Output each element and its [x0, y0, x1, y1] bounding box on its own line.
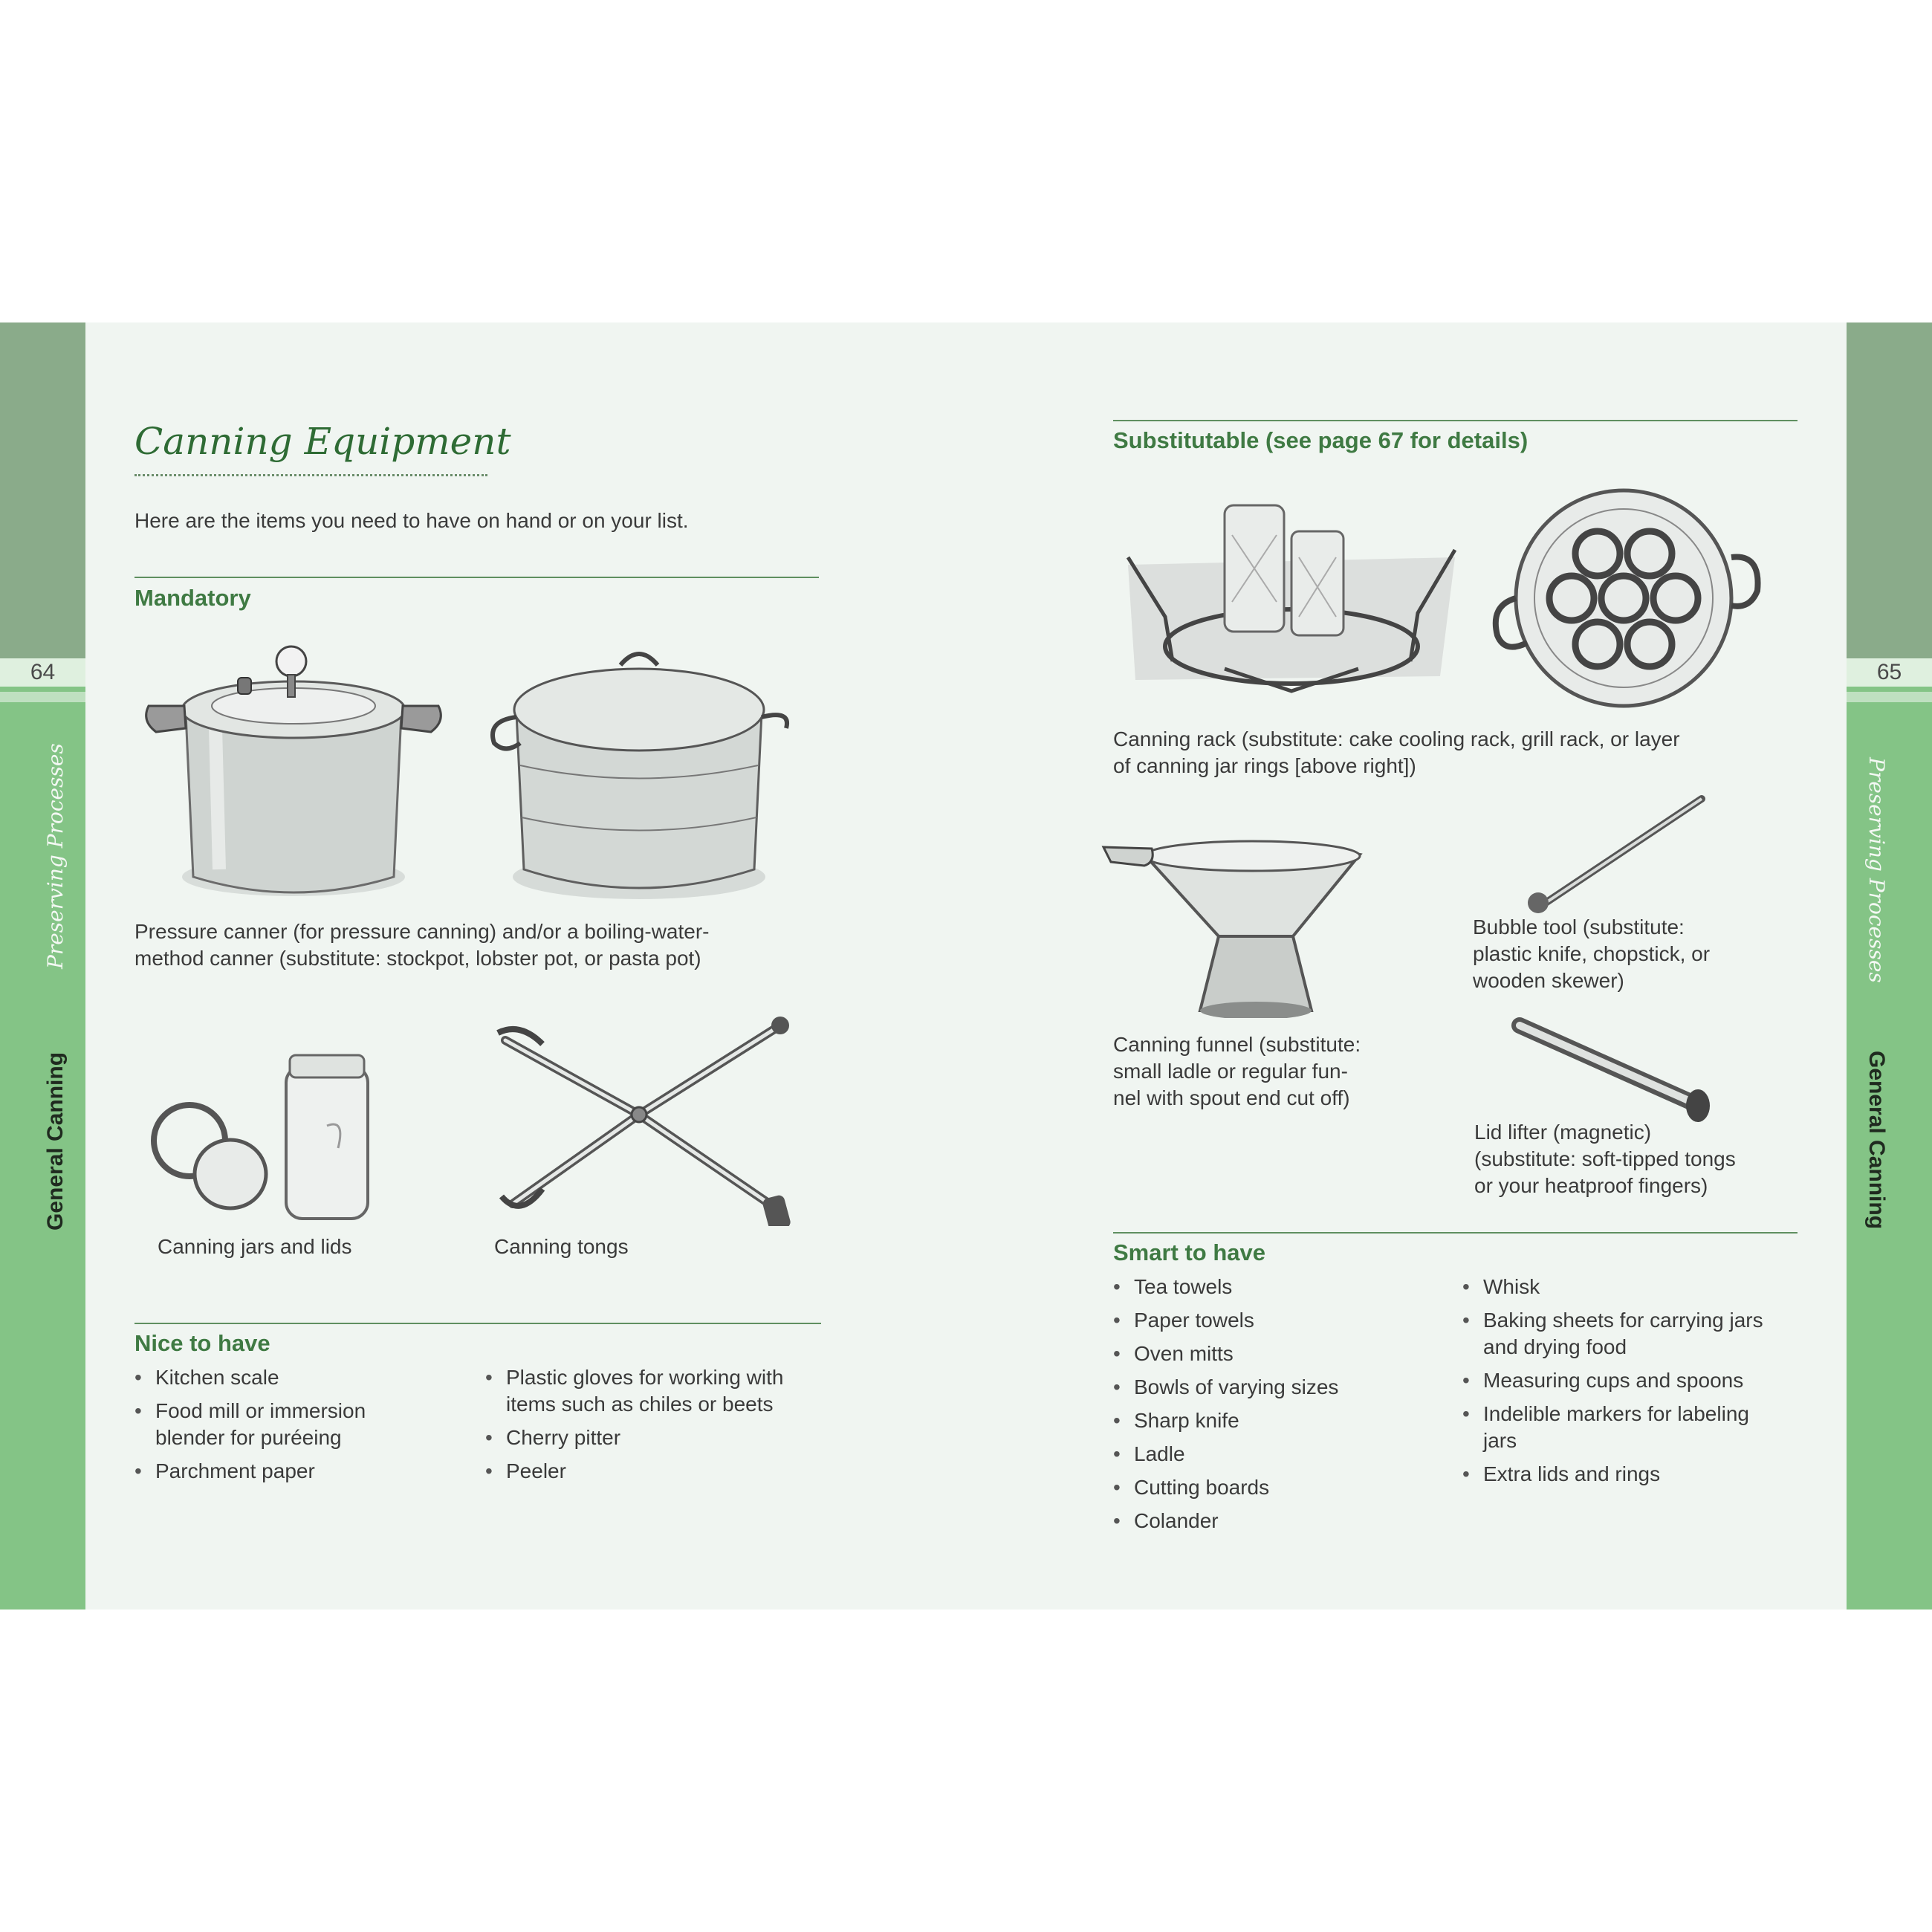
tongs-caption: Canning tongs: [494, 1235, 629, 1258]
bubble-caption-line-3: wooden skewer): [1473, 969, 1624, 992]
nice-list-col2: [485, 1364, 820, 1491]
list-item: • Indelible markers for labeling jars: [1462, 1401, 1782, 1454]
right-section-label: Preserving Processes: [1864, 757, 1889, 983]
right-chapter-tab: [1847, 322, 1932, 1610]
mandatory-rule: [134, 577, 819, 578]
left-chapter-tab: [0, 322, 85, 1610]
pressure-canner-illustration: [134, 632, 453, 907]
list-item: • Food mill or immersion blender for puréeing: [134, 1398, 424, 1451]
canning-funnel-illustration: [1100, 832, 1367, 1018]
left-section-tab: [0, 322, 85, 658]
list-item: • Paper towels: [1113, 1307, 1440, 1334]
list-item: • Sharp knife: [1113, 1407, 1440, 1434]
rack-caption-line-1: Canning rack (substitute: cake cooling rack, grill rack, or layer: [1113, 727, 1680, 751]
list-item: • Cutting boards: [1113, 1474, 1440, 1501]
jars-lids-illustration: [149, 1044, 394, 1230]
list-item: • Ladle: [1113, 1441, 1440, 1468]
left-chapter-label: General Canning: [43, 1051, 68, 1231]
nice-list-col1: [134, 1364, 424, 1491]
right-chapter-label: General Canning: [1864, 1051, 1889, 1230]
canning-rack-illustration: [1113, 490, 1470, 713]
nice-rule: [134, 1323, 821, 1324]
intro-text: Here are the items you need to have on hand or on your list.: [134, 509, 689, 532]
substitutable-heading: Substitutable (see page 67 for details): [1113, 427, 1529, 453]
list-item: • Extra lids and rings: [1462, 1461, 1782, 1488]
list-item: • Cherry pitter: [485, 1424, 820, 1451]
funnel-caption-line-2: small ladle or regular fun-: [1113, 1060, 1348, 1083]
substitutable-rule: [1113, 420, 1798, 421]
canner-caption-line-2: method canner (substitute: stockpot, lobster pot, or pasta pot): [134, 947, 701, 970]
right-page-number: 65: [1847, 658, 1932, 687]
left-page-number: 64: [0, 658, 85, 687]
page-title: Canning Equipment: [134, 420, 511, 463]
bubble-tool-illustration: [1516, 791, 1717, 918]
canning-tongs-illustration: [490, 1011, 810, 1226]
bubble-caption-line-2: plastic knife, chopstick, or: [1473, 942, 1711, 965]
list-item: • Plastic gloves for working with items such as chiles or beets: [485, 1364, 820, 1418]
smart-list-col1: [1113, 1274, 1440, 1541]
jars-caption: Canning jars and lids: [158, 1235, 352, 1258]
funnel-caption-line-3: nel with spout end cut off): [1113, 1086, 1350, 1109]
list-item: • Oven mitts: [1113, 1341, 1440, 1367]
title-underline: [134, 474, 487, 476]
list-item: • Measuring cups and spoons: [1462, 1367, 1782, 1394]
list-item: • Parchment paper: [134, 1458, 424, 1485]
lifter-caption-line-2: (substitute: soft-tipped tongs: [1474, 1147, 1736, 1170]
list-item: • Bowls of varying sizes: [1113, 1374, 1440, 1401]
list-item: • Peeler: [485, 1458, 820, 1485]
mandatory-heading: Mandatory: [134, 585, 251, 611]
list-item: • Colander: [1113, 1508, 1440, 1534]
list-item: • Kitchen scale: [134, 1364, 424, 1391]
left-section-label: Preserving Processes: [43, 743, 68, 969]
list-item: • Baking sheets for carrying jars and drying food: [1462, 1307, 1782, 1361]
lid-lifter-illustration: [1508, 1011, 1717, 1122]
smart-list-col2: [1462, 1274, 1782, 1494]
funnel-caption-line-1: Canning funnel (substitute:: [1113, 1033, 1361, 1056]
lifter-caption-line-3: or your heatproof fingers): [1474, 1174, 1708, 1197]
list-item: • Tea towels: [1113, 1274, 1440, 1300]
rack-caption-line-2: of canning jar rings [above right]): [1113, 754, 1416, 777]
jar-rings-illustration: [1486, 479, 1761, 717]
stockpot-illustration: [483, 632, 795, 914]
lifter-caption-line-1: Lid lifter (magnetic): [1474, 1121, 1652, 1144]
smart-rule: [1113, 1232, 1798, 1234]
right-tab-stripe: [1847, 692, 1932, 702]
bubble-caption-line-1: Bubble tool (substitute:: [1473, 915, 1685, 939]
list-item: • Whisk: [1462, 1274, 1782, 1300]
smart-heading: Smart to have: [1113, 1239, 1266, 1265]
canner-caption-line-1: Pressure canner (for pressure canning) and/or a boiling-water-: [134, 920, 710, 943]
right-section-tab: [1847, 322, 1932, 658]
left-tab-stripe: [0, 692, 85, 702]
nice-heading: Nice to have: [134, 1330, 270, 1356]
